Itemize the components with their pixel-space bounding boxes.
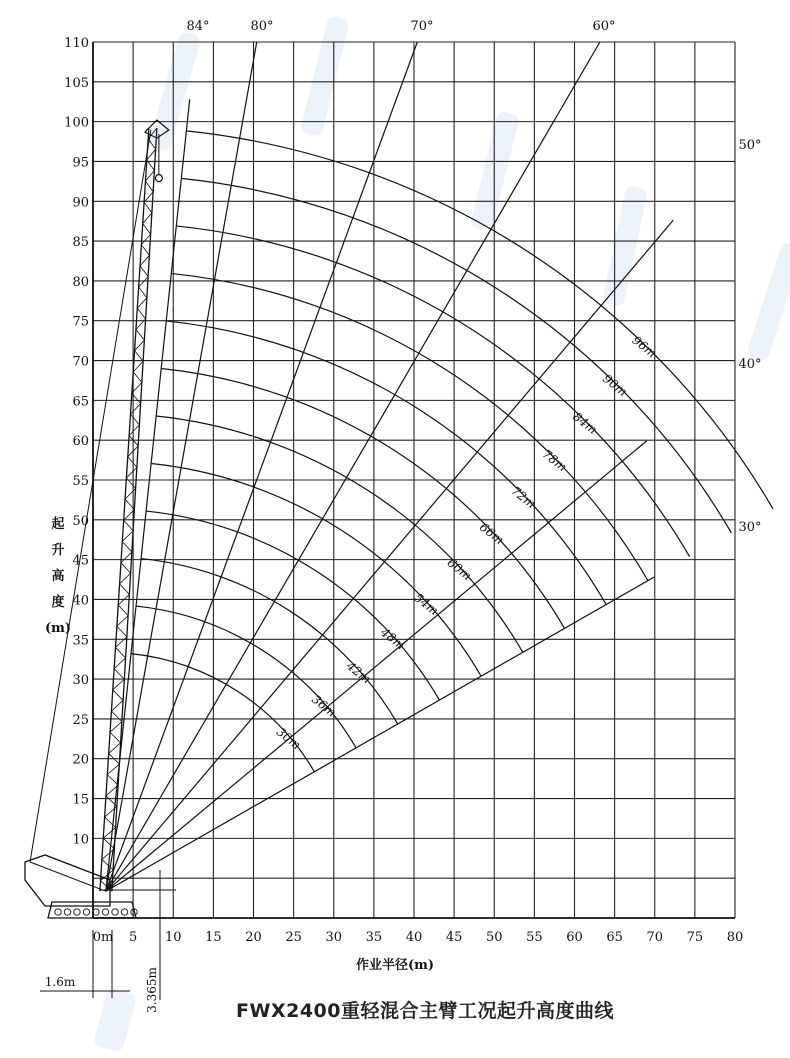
boom-arc-30m bbox=[131, 654, 314, 772]
boom-length-label-66: 66m bbox=[476, 519, 507, 548]
boom-lacing bbox=[139, 276, 148, 287]
grid bbox=[93, 42, 735, 918]
boom-arc-36m bbox=[136, 606, 356, 748]
y-axis-label: 高 bbox=[51, 569, 65, 584]
boom-arc-60m bbox=[156, 416, 523, 652]
boom-lacing bbox=[120, 573, 131, 584]
boom-length-label-84: 84m bbox=[570, 409, 600, 437]
dimension-label-radius: 1.6m bbox=[44, 975, 76, 989]
boom-lacing bbox=[144, 202, 152, 213]
boom-lacing bbox=[118, 605, 128, 616]
boom-length-label-48: 48m bbox=[377, 625, 408, 653]
boom-lacing bbox=[141, 234, 150, 245]
boom-lacing bbox=[116, 637, 127, 648]
boom-arc-72m bbox=[166, 321, 606, 605]
boom-length-label-90: 90m bbox=[600, 371, 630, 399]
y-tick-label: 70 bbox=[72, 354, 89, 370]
boom-lacing bbox=[116, 647, 126, 658]
boom-angle-ray-80 bbox=[106, 42, 257, 891]
y-tick-label: 35 bbox=[72, 633, 89, 649]
x-tick-label: 15 bbox=[205, 930, 222, 945]
boom-lacing bbox=[141, 245, 149, 256]
y-tick-label: 50 bbox=[72, 513, 89, 529]
x-tick-label: 0m bbox=[92, 930, 114, 945]
boom-lacing bbox=[130, 414, 139, 425]
boom-lacing bbox=[121, 552, 132, 563]
boom-angle-label-84: 84° bbox=[186, 19, 210, 34]
x-tick-label: 35 bbox=[365, 930, 383, 945]
y-tick-label: 80 bbox=[72, 274, 89, 290]
boom-length-label-72: 72m bbox=[508, 483, 539, 512]
x-axis-label: 作业半径(m) bbox=[355, 958, 435, 973]
boom-length-label-96: 96m bbox=[629, 333, 660, 361]
boom-lacing bbox=[113, 690, 123, 701]
track-roller bbox=[74, 909, 80, 915]
track-roller bbox=[55, 909, 61, 915]
y-tick-label: 45 bbox=[72, 553, 89, 569]
boom-lacing bbox=[120, 584, 130, 595]
boom-lacing bbox=[110, 732, 121, 743]
boom-lacing bbox=[135, 351, 144, 362]
y-tick-label: 90 bbox=[72, 195, 89, 211]
boom-angle-ray-70 bbox=[106, 42, 417, 891]
boom-lacing bbox=[129, 425, 139, 436]
x-tick-label: 65 bbox=[606, 930, 623, 945]
y-tick-label: 10 bbox=[72, 832, 89, 848]
x-tick-label: 20 bbox=[245, 930, 262, 945]
x-tick-label: 50 bbox=[485, 930, 503, 945]
hook-block bbox=[155, 175, 162, 182]
y-tick-label: 60 bbox=[72, 434, 89, 450]
y-tick-label: 30 bbox=[72, 673, 89, 689]
boom-lacing bbox=[139, 287, 147, 298]
track-roller bbox=[112, 909, 118, 915]
boom-lacing bbox=[122, 541, 132, 552]
y-tick-label: 15 bbox=[72, 792, 89, 808]
y-axis-label: 升 bbox=[51, 543, 65, 558]
y-tick-label: 85 bbox=[72, 235, 89, 251]
track-roller bbox=[83, 909, 89, 915]
boom-lacing bbox=[145, 171, 154, 182]
watermark-stroke bbox=[602, 185, 648, 307]
boom-length-label-78: 78m bbox=[539, 446, 570, 475]
chart-title: FWX2400重轻混合主臂工况起升高度曲线 bbox=[236, 1000, 614, 1022]
x-tick-label: 70 bbox=[646, 930, 664, 945]
y-tick-label: 95 bbox=[72, 155, 89, 171]
boom-angle-label-40: 40° bbox=[738, 357, 762, 372]
boom-angle-ray-60 bbox=[106, 42, 600, 891]
y-tick-label: 25 bbox=[72, 712, 89, 728]
boom-angle-label-80: 80° bbox=[250, 19, 274, 34]
boom-length-label-54: 54m bbox=[411, 590, 442, 619]
boom-arc-66m bbox=[161, 368, 564, 628]
boom-length-label-30: 30m bbox=[273, 724, 304, 753]
boom-angle-label-30: 30° bbox=[738, 520, 762, 535]
boom-lacing bbox=[111, 700, 123, 711]
boom-arc-78m bbox=[171, 273, 648, 580]
boom-length-label-42: 42m bbox=[343, 658, 374, 687]
x-tick-label: 55 bbox=[526, 930, 543, 945]
boom-lacing bbox=[144, 192, 153, 203]
x-tick-label: 60 bbox=[566, 930, 583, 945]
boom-lacing bbox=[117, 626, 127, 637]
boom-lacing bbox=[140, 266, 148, 277]
track-roller bbox=[121, 909, 127, 915]
y-tick-label: 110 bbox=[64, 36, 89, 51]
boom-lacing bbox=[126, 467, 136, 478]
counterweight-body bbox=[25, 855, 110, 906]
chart-labels bbox=[40, 19, 762, 1013]
watermark-stroke bbox=[148, 31, 202, 152]
y-axis-label: 度 bbox=[51, 595, 65, 610]
track-roller bbox=[102, 909, 108, 915]
boom-arc-48m bbox=[146, 511, 439, 700]
y-tick-label: 75 bbox=[72, 314, 89, 330]
boom-chord-left bbox=[100, 128, 149, 891]
boom-lacing bbox=[145, 181, 153, 192]
boom-arc-42m bbox=[141, 559, 398, 724]
y-tick-label: 40 bbox=[72, 593, 89, 609]
boom-lacing bbox=[124, 520, 133, 531]
x-tick-label: 5 bbox=[128, 930, 138, 945]
y-axis-label: (m) bbox=[44, 621, 72, 636]
boom-length-arcs bbox=[131, 131, 773, 772]
boom-lacing bbox=[103, 838, 114, 849]
boom-length-label-36: 36m bbox=[309, 692, 339, 720]
boom-lacing bbox=[121, 563, 131, 574]
watermark-stroke bbox=[300, 15, 350, 137]
boom-lacing bbox=[147, 149, 156, 160]
boom-lacing bbox=[113, 679, 125, 690]
x-tick-label: 10 bbox=[164, 930, 182, 945]
boom-lacing bbox=[143, 224, 151, 235]
boom-angle-ray-30 bbox=[106, 577, 655, 892]
boom-lacing bbox=[110, 722, 122, 733]
crawler-track bbox=[48, 902, 136, 918]
boom-angle-label-70: 70° bbox=[410, 19, 434, 34]
y-tick-label: 65 bbox=[72, 394, 89, 410]
mast-line bbox=[30, 862, 106, 891]
x-tick-label: 25 bbox=[285, 930, 302, 945]
x-tick-label: 75 bbox=[686, 930, 704, 945]
y-axis-label: 起 bbox=[51, 517, 65, 532]
boom-lacing bbox=[114, 669, 124, 680]
boom-lacing bbox=[111, 711, 121, 722]
y-tick-label: 55 bbox=[72, 474, 89, 489]
track-roller bbox=[64, 909, 70, 915]
boom-lacing bbox=[143, 213, 152, 224]
boom-lacing bbox=[133, 361, 143, 372]
boom-lacing bbox=[133, 372, 142, 383]
boom-angle-label-60: 60° bbox=[592, 19, 616, 34]
boom-lacing bbox=[128, 457, 137, 468]
x-tick-label: 40 bbox=[405, 930, 423, 945]
watermark-stroke bbox=[746, 241, 790, 362]
boom-lacing bbox=[107, 775, 118, 786]
boom-lacing bbox=[136, 329, 144, 340]
watermark bbox=[93, 15, 790, 1053]
watermark-stroke bbox=[470, 110, 520, 232]
boom-lacing bbox=[105, 806, 117, 817]
boom-lacing bbox=[122, 531, 133, 542]
boom-lacing bbox=[109, 743, 121, 754]
x-tick-label: 45 bbox=[445, 930, 463, 945]
boom-lacing bbox=[140, 255, 149, 266]
boom-lacing bbox=[107, 764, 119, 775]
boom-lacing bbox=[117, 616, 128, 627]
y-tick-label: 105 bbox=[64, 75, 89, 91]
boom-angle-label-50: 50° bbox=[738, 138, 762, 153]
boom-lacing bbox=[135, 340, 145, 351]
boom-lacing bbox=[125, 488, 136, 499]
x-tick-label: 30 bbox=[325, 930, 343, 945]
boom-lacing bbox=[137, 308, 145, 319]
boom-length-label-60: 60m bbox=[444, 555, 475, 583]
boom-lacing bbox=[137, 298, 147, 309]
dimension-label-height: 3.365m bbox=[145, 967, 159, 1013]
boom-lacing bbox=[114, 658, 125, 669]
y-tick-label: 100 bbox=[64, 115, 89, 131]
boom-lacing bbox=[103, 828, 115, 839]
x-tick-label: 80 bbox=[726, 930, 744, 945]
boom-angle-rays bbox=[106, 42, 673, 891]
boom-lacing bbox=[130, 404, 140, 415]
y-tick-label: 20 bbox=[72, 752, 89, 768]
